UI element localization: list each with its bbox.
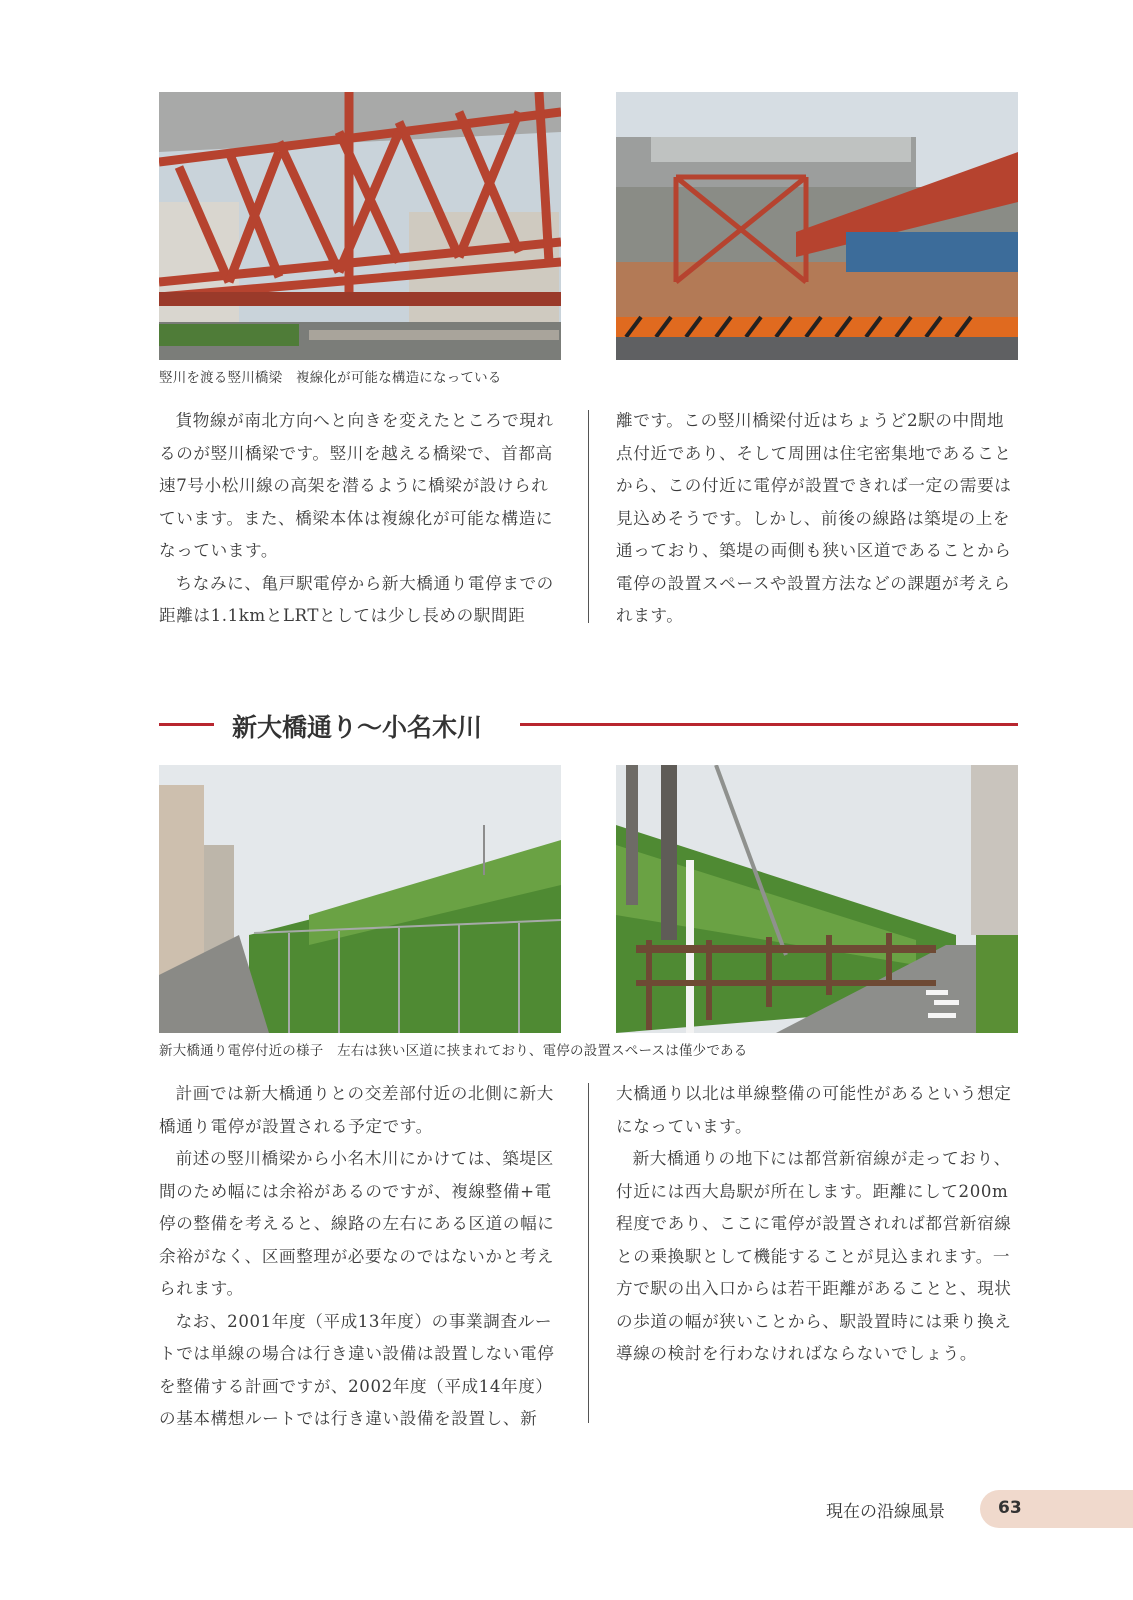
top-left-column <box>159 405 563 633</box>
heading-rule-left <box>159 723 214 726</box>
bottom-right-paragraph-1: 大橋通り以北は単線整備の可能性があるという想定になっています。 <box>616 1084 1012 1136</box>
bottom-column-divider <box>588 1083 589 1423</box>
photo-tatekawa-bridge-side <box>616 92 1018 360</box>
heading-rule-right <box>520 723 1018 726</box>
bottom-left-paragraph-2: 前述の竪川橋梁から小名木川にかけては、築堤区間のため幅には余裕があるのですが、複線整備+電停の整備を考えると、線路の左右にある区道の幅に余裕がなく、区画整理が必要なのではないかと考えられます。 <box>159 1149 555 1298</box>
section-heading: 新大橋通り〜小名木川 <box>232 713 483 742</box>
bottom-right-column <box>616 1078 1020 1371</box>
bottom-left-paragraph-1: 計画では新大橋通りとの交差部付近の北側に新大橋通り電停が設置される予定です。 <box>159 1084 554 1136</box>
top-photo-caption: 竪川を渡る竪川橋梁 複線化が可能な構造になっている <box>159 370 502 386</box>
top-right-column <box>616 405 1020 633</box>
photo-tatekawa-bridge-underside <box>159 92 561 360</box>
page-number: 63 <box>998 1498 1022 1518</box>
photo-embankment-right <box>616 765 1018 1033</box>
top-left-paragraph-2: ちなみに、亀戸駅電停から新大橋通り電停までの距離は1.1kmとLRTとしては少し長めの駅間距 <box>159 573 554 625</box>
top-left-paragraph-1: 貨物線が南北方向へと向きを変えたところで現れるのが竪川橋梁です。竪川を越える橋梁で、首都高速7号小松川線の高架を潜るように橋梁が設けられています。また、橋梁本体は複線化が可能な構造になっています。 <box>159 411 554 560</box>
bottom-left-paragraph-3: なお、2001年度（平成13年度）の事業調査ルートでは単線の場合は行き違い設備は設置しない電停を整備する計画ですが、2002年度（平成14年度）の基本構想ルートでは行き違い設備を設置し、新 <box>159 1311 555 1428</box>
footer-section-label: 現在の沿線風景 <box>826 1502 945 1522</box>
photo-embankment-left <box>159 765 561 1033</box>
top-column-divider <box>588 410 589 623</box>
bottom-photo-caption: 新大橋通り電停付近の様子 左右は狭い区道に挟まれており、電停の設置スペースは僅少である <box>159 1043 748 1059</box>
bottom-right-paragraph-2: 新大橋通りの地下には都営新宿線が走っており、付近には西大島駅が所在します。距離にして200m程度であり、ここに電停が設置されれば都営新宿線との乗換駅として機能することが見込まれます。一方で駅の出入口からは若干距離があることと、現状の歩道の幅が狭いことから、駅設置時には乗り換え導線の検討を行わなければならないでしょう。 <box>616 1149 1012 1363</box>
bottom-left-column <box>159 1078 563 1436</box>
top-right-paragraph-1: 離です。この竪川橋梁付近はちょうど2駅の中間地点付近であり、そして周囲は住宅密集地であることから、この付近に電停が設置できれば一定の需要は見込めそうです。しかし、前後の線路は築堤の上を通っており、築堤の両側も狭い区道であることから電停の設置スペースや設置方法などの課題が考えられます。 <box>616 411 1012 625</box>
